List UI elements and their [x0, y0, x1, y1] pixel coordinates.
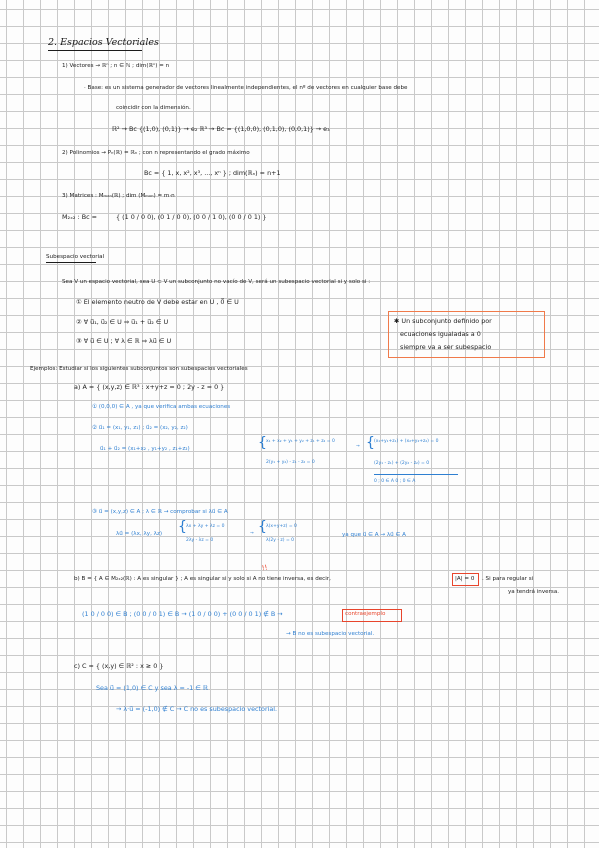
- example-b-definition-tail: . Si para regular si: [482, 576, 534, 582]
- example-b-counterexample: (1 0 / 0 0) ∈ B ; (0 0 / 0 1) ∈ B → (1 0 / 0 0) + (0 0 / 0 1) ∉ B →: [82, 610, 283, 618]
- example-b-definition: b) B = { A ∈ M₂ₓ₂(ℝ) : A es singular } ; A es singular si y solo si A no tiene inversa, es decir,: [74, 576, 331, 582]
- arrow-2: →: [250, 531, 254, 536]
- item-vectores: 1) Vectores → ℝⁿ ; n ∈ ℕ ; dim(ℝⁿ) = n: [62, 63, 170, 69]
- example-a-step-2: ② u⃗₁ = (x₁, y₁, z₁) ; u⃗₂ = (x₂, y₂, z₂): [92, 425, 188, 431]
- item-polinomios: 2) Polinomios → Pₙ(ℝ) = ℝₙ ; con n representando el grado máximo: [62, 150, 250, 156]
- example-c-step-2: → λ·u⃗ = (-1,0) ∉ C → C no es subespacio vectorial.: [116, 705, 278, 713]
- example-c-step-1: Sea u⃗ = (1,0) ∈ C y sea λ = -1 ∈ ℝ: [96, 684, 208, 692]
- system-brace-3: {: [178, 519, 187, 535]
- base-definition-cont: coincidir con la dimensión.: [116, 105, 191, 111]
- example-a-definition: a) A = { (x,y,z) ∈ ℝ³ : x+y+z = 0 ; 2y - z = 0 }: [74, 383, 225, 391]
- example-a-system-4: 2λy - λz = 0: [186, 538, 214, 543]
- example-a-system-5: λ(x+y+z) = 0: [266, 524, 297, 529]
- note-line-3: siempre va a ser subespacio: [400, 343, 492, 351]
- item-matrices: 3) Matrices : Mₘₓₙ(ℝ) ; dim (Mₘₓₙ) = m·n: [62, 193, 175, 199]
- example-a-step-3-scaled: λu⃗ = (λx, λy, λz): [116, 531, 163, 537]
- example-b-conclusion: → B no es subespacio vectorial.: [286, 631, 375, 637]
- example-a-system-6: λ(2y - z) = 0: [266, 538, 295, 543]
- example-b-definition-line-2: ya tendrá inversa.: [508, 589, 560, 595]
- example-a-system-1: x₁ + x₂ + y₁ + y₂ + z₁ + z₂ = 0: [266, 439, 335, 444]
- system-brace-1: {: [258, 435, 267, 451]
- condition-2: ② ∀ u⃗₁, u⃗₂ ∈ U ⇒ u⃗₁ + u⃗₂ ∈ U: [76, 318, 169, 326]
- matrix-basis: { (1 0 / 0 0), (0 1 / 0 0), (0 0 / 1 0), (0 0 / 0 1) }: [116, 213, 267, 221]
- matrix-basis-label: M₂ₓ₂ : Bc =: [62, 213, 97, 221]
- result-underline: [374, 474, 458, 475]
- page-title: 2. Espacios Vectoriales: [48, 37, 159, 48]
- polynomial-basis: Bc = { 1, x, x², x³, ..., xⁿ } ; dim(ℝₙ) = n+1: [144, 169, 281, 177]
- subspace-definition: Sea V un espacio vectorial, sea U ⊂ V un subconjunto no vacío de V, será un subespacio vectorial si y solo si :: [62, 279, 371, 285]
- exclamation-mark: !!: [261, 563, 269, 573]
- subspace-heading-underline: [46, 262, 96, 263]
- condition-1: ① El elemento neutro de V debe estar en U , 0⃗ ∈ U: [76, 298, 239, 306]
- determinant-condition: |A| = 0: [455, 576, 475, 582]
- counterexample-label: contraejemplo: [345, 611, 386, 617]
- canonical-bases: ℝ² → Bc {(1,0), (0,1)} → e₂ ℝ³ → Bc = {(1,0,0), (0,1,0), (0,0,1)} → e₃: [112, 125, 330, 133]
- system-brace-2: {: [366, 435, 375, 451]
- example-a-step-3-conclusion: ya que u⃗ ∈ A → λu⃗ ∈ A: [342, 532, 406, 538]
- example-a-step-1: ① (0,0,0) ∈ A , ya que verifica ambas ecuaciones: [92, 404, 231, 410]
- example-a-step-3: ③ u⃗ = (x,y,z) ∈ A ; λ ∈ ℝ → comprobar si λu⃗ ∈ A: [92, 509, 228, 515]
- arrow-1: →: [356, 444, 360, 449]
- base-definition: · Base: es un sistema generador de vectores linealmente independientes, el nº de vectores en cualquier base debe: [84, 85, 408, 91]
- examples-intro: Ejemplos: Estudiar si los siguientes subconjuntos son subespacios vectoriales: [30, 366, 248, 372]
- example-a-step-2-sum: u⃗₁ + u⃗₂ = (x₁+x₂ , y₁+y₂ , z₁+z₂): [100, 446, 190, 452]
- example-a-result-2: (2y₁ - z₁) + (2y₂ - z₂) = 0: [374, 461, 430, 466]
- example-a-result-1: (x₁+y₁+z₁) + (x₂+y₂+z₂) = 0: [374, 439, 439, 444]
- note-line-2: ecuaciones igualadas a 0: [400, 330, 481, 338]
- condition-3: ③ ∀ u⃗ ∈ U ; ∀ λ ∈ ℝ ⇒ λu⃗ ∈ U: [76, 337, 172, 345]
- subspace-heading: Subespacio vectorial: [46, 254, 105, 260]
- system-brace-4: {: [258, 519, 267, 535]
- title-underline: [48, 50, 142, 51]
- example-a-system-3: λx + λy + λz = 0: [186, 524, 225, 529]
- example-a-system-2: 2(y₁ + y₂) - z₁ - z₂ = 0: [266, 460, 315, 465]
- example-a-result-3: 0 ; 0 ∈ A 0 ; 0 ∈ A: [374, 479, 416, 484]
- example-c-definition: c) C = { (x,y) ∈ ℝ² : x ≥ 0 }: [74, 662, 164, 670]
- note-line-1: ✱ Un subconjunto definido por: [394, 317, 492, 325]
